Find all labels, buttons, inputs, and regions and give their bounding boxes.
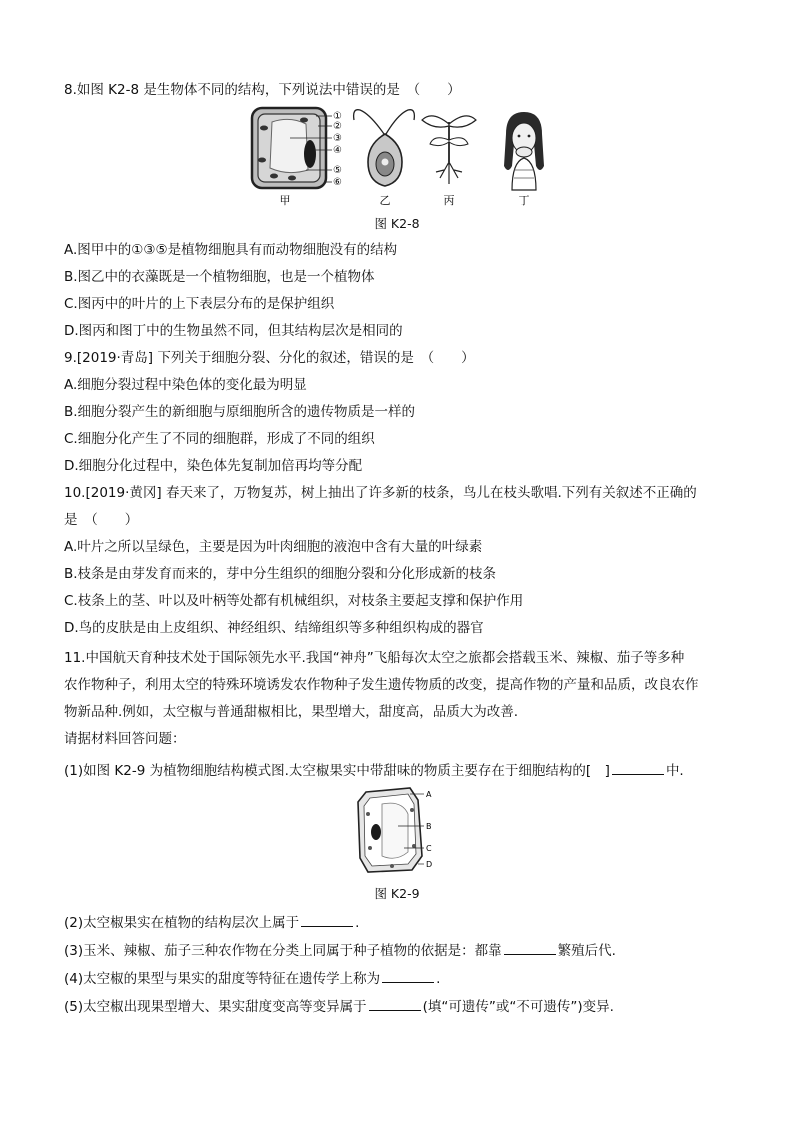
q11-sub1 <box>64 760 684 781</box>
plant-illustration <box>422 116 476 184</box>
q11-prompt: 请据材料回答问题： <box>64 731 186 747</box>
label-a: A <box>426 790 432 799</box>
q8-option-b: B.图乙中的衣藻既是一个植物细胞，也是一个植物体 <box>64 269 375 285</box>
marker-2: ② <box>333 121 342 132</box>
label-d: D <box>426 860 433 869</box>
q8-option-d: D.图丙和图丁中的生物虽然不同，但其结构层次是相同的 <box>64 323 403 339</box>
caption-k2-8: 图 K2-8 <box>374 216 420 231</box>
marker-3: ③ <box>333 133 342 144</box>
q11-sub4 <box>64 968 440 989</box>
answer-blank-4[interactable] <box>382 968 434 983</box>
q11-paragraph-line1: 11.中国航天育种技术处于国际领先水平.我国“神舟”飞船每次太空之旅都会搭载玉米、辣椒、茄子等多种 <box>64 650 685 666</box>
q11-paragraph-line2: 农作物种子，利用太空的特殊环境诱发农作物种子发生遗传物质的改变，提高作物的产量和品质，改良农作 <box>64 677 699 693</box>
girl-illustration <box>504 112 544 190</box>
q11-sub3-text: (3)玉米、辣椒、茄子三种农作物在分类上同属于种子植物的依据是：都靠 <box>64 943 502 959</box>
label-bing: 丙 <box>443 194 455 207</box>
q11-sub5-tail: (填“可遗传”或“不可遗传”)变异. <box>422 999 614 1015</box>
caption-k2-9: 图 K2-9 <box>374 886 420 901</box>
q11-sub1-text: (1)如图 K2-9 为植物细胞结构模式图.太空椒果实中带甜味的物质主要存在于细胞结构的[ ] <box>64 763 610 779</box>
marker-6: ⑥ <box>333 177 342 188</box>
figure-k2-8 <box>244 104 554 208</box>
q9-option-c: C.细胞分化产生了不同的细胞群，形成了不同的组织 <box>64 431 375 447</box>
q9-option-b: B.细胞分裂产生的新细胞与原细胞所含的遗传物质是一样的 <box>64 404 416 420</box>
plant-cell-model-illustration <box>358 788 424 872</box>
answer-blank-2[interactable] <box>301 912 353 927</box>
q11-sub4-text: (4)太空椒的果型与果实的甜度等特征在遗传学上称为 <box>64 971 381 987</box>
q11-sub2-tail: . <box>355 915 360 931</box>
plant-cell-illustration <box>252 108 332 188</box>
q11-sub5-text: (5)太空椒出现果型增大、果实甜度变高等变异属于 <box>64 999 367 1015</box>
q11-paragraph-line3: 物新品种.例如，太空椒与普通甜椒相比，果型增大，甜度高，品质大为改善. <box>64 704 519 720</box>
figure-k2-8-drawing <box>244 104 554 208</box>
answer-blank-5[interactable] <box>369 996 421 1011</box>
q8-option-c: C.图丙中的叶片的上下表层分布的是保护组织 <box>64 296 335 312</box>
q9-option-d: D.细胞分化过程中，染色体先复制加倍再均等分配 <box>64 458 363 474</box>
answer-blank-1[interactable] <box>612 760 664 775</box>
q10-option-b: B.枝条是由芽发育而来的，芽中分生组织的细胞分裂和分化形成新的枝条 <box>64 566 497 582</box>
figure-k2-9 <box>352 784 442 876</box>
q10-stem-line2: 是 （ ） <box>64 512 139 528</box>
q11-sub2-text: (2)太空椒果实在植物的结构层次上属于 <box>64 915 300 931</box>
q11-sub1-tail: 中. <box>665 763 684 779</box>
q11-sub5 <box>64 996 614 1017</box>
label-b: B <box>426 822 432 831</box>
q11-sub3 <box>64 940 616 961</box>
marker-4: ④ <box>333 145 342 156</box>
q10-stem-line1: 10.[2019·黄冈] 春天来了，万物复苏，树上抽出了许多新的枝条，鸟儿在枝头歌唱.下列有关叙述不正确的 <box>64 485 697 501</box>
chlamydomonas-illustration <box>354 110 415 186</box>
q11-sub2 <box>64 912 359 933</box>
q11-sub3-tail: 繁殖后代. <box>557 943 616 959</box>
answer-blank-3[interactable] <box>504 940 556 955</box>
q8-option-a: A.图甲中的①③⑤是植物细胞具有而动物细胞没有的结构 <box>64 242 398 258</box>
label-c: C <box>426 844 432 853</box>
figure-k2-9-drawing <box>352 784 442 876</box>
q10-option-a: A.叶片之所以呈绿色，主要是因为叶肉细胞的液泡中含有大量的叶绿素 <box>64 539 483 555</box>
q11-sub4-tail: . <box>436 971 441 987</box>
label-yi: 乙 <box>379 194 391 207</box>
q10-option-d: D.鸟的皮肤是由上皮组织、神经组织、结缔组织等多种组织构成的器官 <box>64 620 484 636</box>
marker-1: ① <box>333 111 342 122</box>
q8-stem: 8.如图 K2-8 是生物体不同的结构，下列说法中错误的是 （ ） <box>64 82 461 98</box>
marker-5: ⑤ <box>333 165 342 176</box>
q9-option-a: A.细胞分裂过程中染色体的变化最为明显 <box>64 377 307 393</box>
label-jia: 甲 <box>279 194 291 207</box>
q10-option-c: C.枝条上的茎、叶以及叶柄等处都有机械组织，对枝条主要起支撑和保护作用 <box>64 593 524 609</box>
label-ding: 丁 <box>518 194 530 207</box>
q9-stem: 9.[2019·青岛] 下列关于细胞分裂、分化的叙述，错误的是 （ ） <box>64 350 475 366</box>
